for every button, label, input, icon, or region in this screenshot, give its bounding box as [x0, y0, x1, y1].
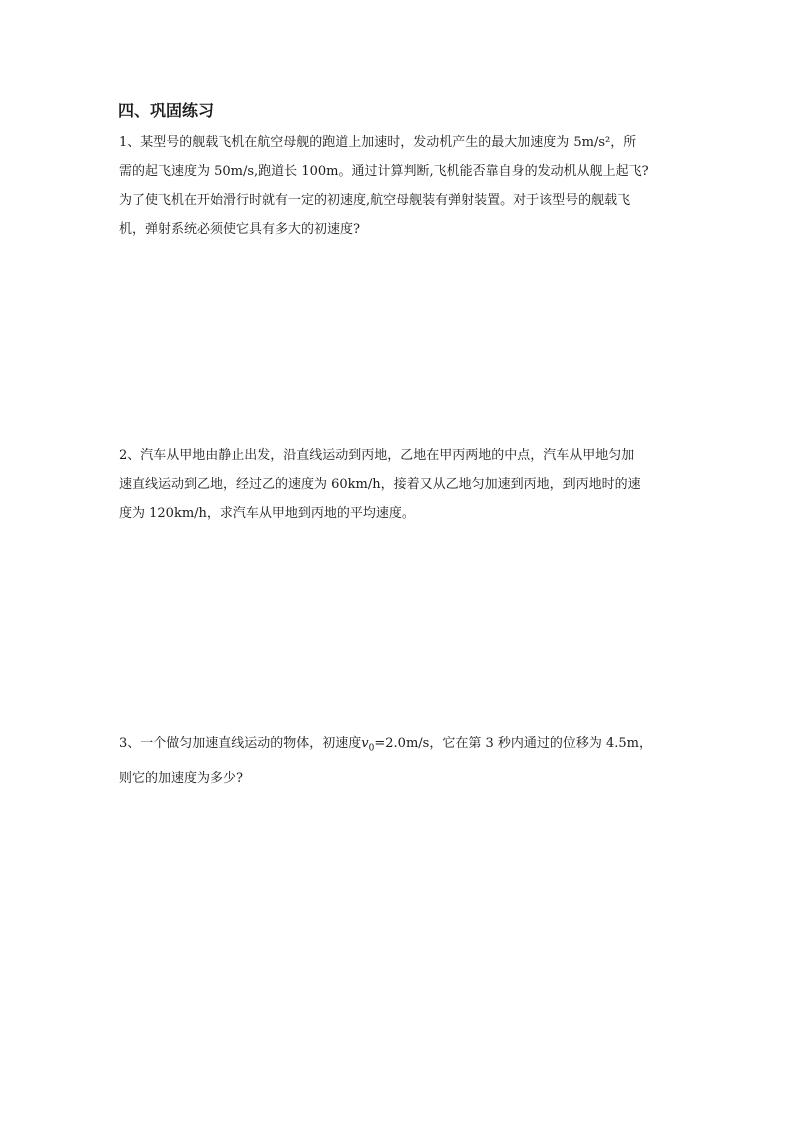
section-heading: 四、巩固练习 [118, 101, 215, 120]
problem-2 [119, 441, 679, 528]
problem-2-line-2: 速直线运动到乙地，经过乙的速度为 60km/h，接着又从乙地匀加速到丙地，到丙地时的速 [119, 477, 641, 492]
initial-velocity-symbol: v [361, 736, 369, 751]
problem-1-line-3: 为了使飞机在开始滑行时就有一定的初速度,航空母舰装有弹射装置。对于该型号的舰载飞 [119, 193, 631, 208]
problem-3-text-after: =2.0m/s，它在第 3 秒内通过的位移为 4.5m， [374, 736, 652, 751]
initial-velocity-subscript: 0 [368, 743, 375, 754]
problem-1-line-4: 机，弹射系统必须使它具有多大的初速度? [119, 222, 360, 237]
problem-1-line-2: 需的起飞速度为 50m/s,跑道长 100m。通过计算判断,飞机能否靠自身的发动机从舰上起飞? [119, 164, 649, 179]
problem-1-line-1: 1、某型号的舰载飞机在航空母舰的跑道上加速时，发动机产生的最大加速度为 5m/s²，所 [119, 135, 637, 150]
problem-3-text-before: 3、一个做匀加速直线运动的物体，初速度 [119, 736, 362, 751]
problem-3 [119, 726, 679, 796]
problem-3-line-2: 则它的加速度为多少? [119, 771, 243, 786]
problem-2-line-3: 度为 120km/h，求汽车从甲地到丙地的平均速度。 [119, 506, 415, 521]
problem-3-line-1 [119, 726, 679, 761]
problem-2-line-1: 2、汽车从甲地由静止出发，沿直线运动到丙地，乙地在甲丙两地的中点，汽车从甲地匀加 [119, 448, 635, 463]
problem-1 [119, 128, 679, 244]
